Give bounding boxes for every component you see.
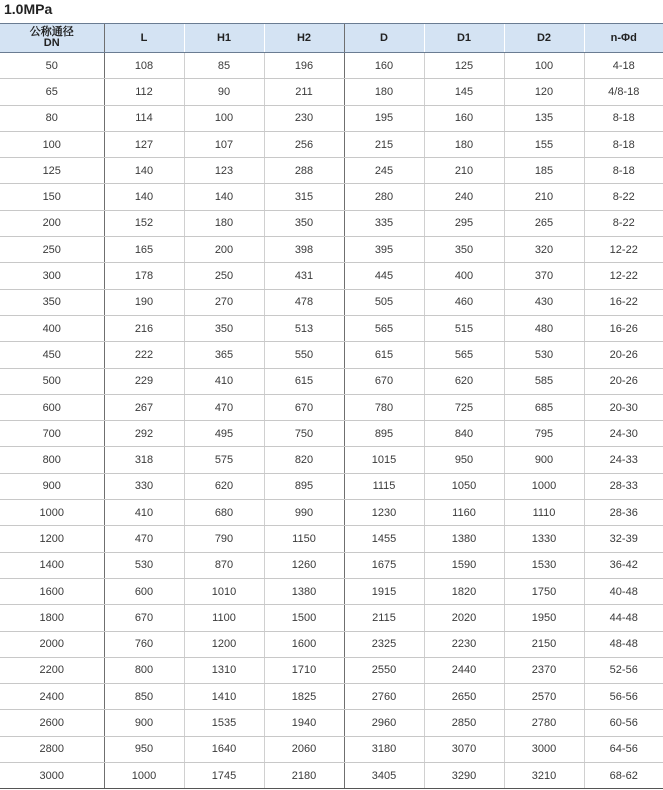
cell-dn: 2600 — [0, 710, 104, 736]
cell-h1: 1640 — [184, 736, 264, 762]
cell-l: 670 — [104, 605, 184, 631]
table-row — [0, 368, 663, 394]
table-row — [0, 210, 663, 236]
cell-bolt-holes: 4/8-18 — [584, 79, 663, 105]
cell-h1: 1100 — [184, 605, 264, 631]
pressure-rating-title: 1.0MPa — [4, 1, 53, 17]
cell-d: 335 — [344, 210, 424, 236]
table-row — [0, 158, 663, 184]
cell-bolt-holes: 56-56 — [584, 684, 663, 710]
cell-h1: 1410 — [184, 684, 264, 710]
cell-d1: 1380 — [424, 526, 504, 552]
cell-d1: 2650 — [424, 684, 504, 710]
cell-h2: 211 — [264, 79, 344, 105]
table-row — [0, 736, 663, 762]
cell-l: 410 — [104, 500, 184, 526]
table-row — [0, 53, 663, 79]
cell-d2: 1110 — [504, 500, 584, 526]
cell-dn: 2400 — [0, 684, 104, 710]
cell-d: 1230 — [344, 500, 424, 526]
cell-bolt-holes: 12-22 — [584, 237, 663, 263]
cell-bolt-holes: 52-56 — [584, 657, 663, 683]
table-row — [0, 657, 663, 683]
cell-d: 780 — [344, 394, 424, 420]
cell-l: 1000 — [104, 763, 184, 789]
cell-d: 160 — [344, 53, 424, 79]
cell-d: 505 — [344, 289, 424, 315]
cell-h2: 1150 — [264, 526, 344, 552]
cell-l: 229 — [104, 368, 184, 394]
cell-h2: 1260 — [264, 552, 344, 578]
cell-h1: 1200 — [184, 631, 264, 657]
cell-bolt-holes: 28-33 — [584, 473, 663, 499]
cell-h2: 513 — [264, 315, 344, 341]
cell-d1: 1050 — [424, 473, 504, 499]
table-body — [0, 53, 663, 789]
cell-h2: 2060 — [264, 736, 344, 762]
cell-dn: 1000 — [0, 500, 104, 526]
cell-h1: 140 — [184, 184, 264, 210]
table-row — [0, 289, 663, 315]
cell-dn: 300 — [0, 263, 104, 289]
header-h1: H1 — [184, 24, 264, 53]
cell-dn: 900 — [0, 473, 104, 499]
table-row — [0, 263, 663, 289]
cell-d1: 840 — [424, 421, 504, 447]
cell-d: 1015 — [344, 447, 424, 473]
cell-bolt-holes: 16-26 — [584, 315, 663, 341]
cell-d2: 480 — [504, 315, 584, 341]
header-dn-line2: DN — [43, 37, 60, 49]
cell-d2: 900 — [504, 447, 584, 473]
cell-bolt-holes: 24-30 — [584, 421, 663, 447]
cell-bolt-holes: 28-36 — [584, 500, 663, 526]
cell-bolt-holes: 32-39 — [584, 526, 663, 552]
cell-l: 330 — [104, 473, 184, 499]
table-row — [0, 710, 663, 736]
cell-d1: 515 — [424, 315, 504, 341]
cell-h1: 870 — [184, 552, 264, 578]
cell-dn: 1200 — [0, 526, 104, 552]
table-row — [0, 105, 663, 131]
cell-d1: 125 — [424, 53, 504, 79]
cell-dn: 150 — [0, 184, 104, 210]
cell-h1: 350 — [184, 315, 264, 341]
cell-h2: 990 — [264, 500, 344, 526]
cell-d2: 2150 — [504, 631, 584, 657]
cell-h1: 85 — [184, 53, 264, 79]
cell-d: 1455 — [344, 526, 424, 552]
cell-h2: 615 — [264, 368, 344, 394]
cell-bolt-holes: 24-33 — [584, 447, 663, 473]
cell-d2: 585 — [504, 368, 584, 394]
cell-dn: 400 — [0, 315, 104, 341]
cell-d1: 565 — [424, 342, 504, 368]
table-row — [0, 500, 663, 526]
cell-h1: 495 — [184, 421, 264, 447]
table-row — [0, 631, 663, 657]
cell-h1: 107 — [184, 131, 264, 157]
cell-d2: 135 — [504, 105, 584, 131]
cell-h2: 431 — [264, 263, 344, 289]
header-d1: D1 — [424, 24, 504, 53]
cell-h2: 2180 — [264, 763, 344, 789]
cell-d: 3405 — [344, 763, 424, 789]
cell-h2: 750 — [264, 421, 344, 447]
cell-dn: 2200 — [0, 657, 104, 683]
table-row — [0, 605, 663, 631]
cell-d1: 400 — [424, 263, 504, 289]
cell-bolt-holes: 8-22 — [584, 210, 663, 236]
cell-d2: 795 — [504, 421, 584, 447]
cell-bolt-holes: 12-22 — [584, 263, 663, 289]
cell-l: 222 — [104, 342, 184, 368]
cell-d: 1675 — [344, 552, 424, 578]
cell-d2: 530 — [504, 342, 584, 368]
cell-d: 2960 — [344, 710, 424, 736]
cell-l: 216 — [104, 315, 184, 341]
cell-d2: 2570 — [504, 684, 584, 710]
table-row — [0, 394, 663, 420]
cell-d: 215 — [344, 131, 424, 157]
cell-d1: 2020 — [424, 605, 504, 631]
cell-h2: 550 — [264, 342, 344, 368]
cell-h2: 1710 — [264, 657, 344, 683]
table-row — [0, 763, 663, 789]
table-row — [0, 421, 663, 447]
cell-h2: 230 — [264, 105, 344, 131]
cell-h2: 1500 — [264, 605, 344, 631]
cell-h2: 398 — [264, 237, 344, 263]
cell-d1: 160 — [424, 105, 504, 131]
cell-bolt-holes: 48-48 — [584, 631, 663, 657]
table-row — [0, 473, 663, 499]
cell-dn: 1600 — [0, 578, 104, 604]
cell-h2: 350 — [264, 210, 344, 236]
cell-l: 950 — [104, 736, 184, 762]
cell-d: 180 — [344, 79, 424, 105]
cell-dn: 2800 — [0, 736, 104, 762]
cell-dn: 200 — [0, 210, 104, 236]
cell-d2: 1330 — [504, 526, 584, 552]
cell-h1: 1310 — [184, 657, 264, 683]
cell-bolt-holes: 8-18 — [584, 158, 663, 184]
cell-h1: 790 — [184, 526, 264, 552]
table-row — [0, 237, 663, 263]
cell-h1: 410 — [184, 368, 264, 394]
cell-h1: 365 — [184, 342, 264, 368]
cell-dn: 450 — [0, 342, 104, 368]
cell-h1: 270 — [184, 289, 264, 315]
table-header-row — [0, 24, 663, 53]
cell-d: 2115 — [344, 605, 424, 631]
cell-dn: 800 — [0, 447, 104, 473]
table-row — [0, 684, 663, 710]
cell-dn: 2000 — [0, 631, 104, 657]
cell-l: 900 — [104, 710, 184, 736]
cell-d1: 620 — [424, 368, 504, 394]
cell-l: 850 — [104, 684, 184, 710]
cell-bolt-holes: 20-26 — [584, 368, 663, 394]
cell-l: 760 — [104, 631, 184, 657]
cell-h1: 1535 — [184, 710, 264, 736]
cell-d: 3180 — [344, 736, 424, 762]
header-h2: H2 — [264, 24, 344, 53]
cell-h2: 478 — [264, 289, 344, 315]
cell-bolt-holes: 8-18 — [584, 131, 663, 157]
table-row — [0, 552, 663, 578]
table-row — [0, 447, 663, 473]
cell-d2: 320 — [504, 237, 584, 263]
cell-h1: 180 — [184, 210, 264, 236]
table-row — [0, 578, 663, 604]
table-row — [0, 79, 663, 105]
cell-l: 178 — [104, 263, 184, 289]
cell-d: 615 — [344, 342, 424, 368]
cell-h2: 315 — [264, 184, 344, 210]
cell-dn: 500 — [0, 368, 104, 394]
cell-bolt-holes: 8-18 — [584, 105, 663, 131]
cell-d1: 950 — [424, 447, 504, 473]
cell-l: 190 — [104, 289, 184, 315]
cell-d1: 350 — [424, 237, 504, 263]
cell-dn: 50 — [0, 53, 104, 79]
cell-h1: 1745 — [184, 763, 264, 789]
header-d: D — [344, 24, 424, 53]
cell-d2: 1530 — [504, 552, 584, 578]
cell-h2: 1825 — [264, 684, 344, 710]
cell-h1: 620 — [184, 473, 264, 499]
cell-l: 108 — [104, 53, 184, 79]
cell-l: 318 — [104, 447, 184, 473]
cell-d1: 1820 — [424, 578, 504, 604]
cell-d: 1115 — [344, 473, 424, 499]
cell-d: 395 — [344, 237, 424, 263]
cell-d: 670 — [344, 368, 424, 394]
cell-h2: 1380 — [264, 578, 344, 604]
cell-l: 140 — [104, 158, 184, 184]
header-l: L — [104, 24, 184, 53]
cell-d2: 120 — [504, 79, 584, 105]
cell-d2: 370 — [504, 263, 584, 289]
cell-h2: 670 — [264, 394, 344, 420]
cell-dn: 350 — [0, 289, 104, 315]
cell-d2: 185 — [504, 158, 584, 184]
cell-d: 245 — [344, 158, 424, 184]
cell-l: 114 — [104, 105, 184, 131]
cell-dn: 1400 — [0, 552, 104, 578]
cell-h1: 250 — [184, 263, 264, 289]
cell-dn: 100 — [0, 131, 104, 157]
cell-d: 445 — [344, 263, 424, 289]
cell-dn: 80 — [0, 105, 104, 131]
cell-bolt-holes: 8-22 — [584, 184, 663, 210]
cell-h1: 100 — [184, 105, 264, 131]
cell-d: 2550 — [344, 657, 424, 683]
cell-l: 292 — [104, 421, 184, 447]
cell-d2: 3210 — [504, 763, 584, 789]
header-bolt-holes: n-Φd — [584, 24, 663, 53]
cell-h1: 123 — [184, 158, 264, 184]
cell-dn: 125 — [0, 158, 104, 184]
cell-d: 895 — [344, 421, 424, 447]
cell-d: 2760 — [344, 684, 424, 710]
cell-l: 530 — [104, 552, 184, 578]
cell-bolt-holes: 40-48 — [584, 578, 663, 604]
cell-d1: 210 — [424, 158, 504, 184]
cell-bolt-holes: 36-42 — [584, 552, 663, 578]
header-d2: D2 — [504, 24, 584, 53]
cell-l: 267 — [104, 394, 184, 420]
cell-l: 140 — [104, 184, 184, 210]
cell-l: 800 — [104, 657, 184, 683]
cell-h2: 1600 — [264, 631, 344, 657]
cell-d1: 145 — [424, 79, 504, 105]
cell-l: 600 — [104, 578, 184, 604]
cell-h1: 90 — [184, 79, 264, 105]
cell-d2: 685 — [504, 394, 584, 420]
cell-h2: 1940 — [264, 710, 344, 736]
cell-d2: 1750 — [504, 578, 584, 604]
cell-h1: 200 — [184, 237, 264, 263]
cell-h2: 895 — [264, 473, 344, 499]
cell-bolt-holes: 60-56 — [584, 710, 663, 736]
table-row — [0, 315, 663, 341]
cell-l: 470 — [104, 526, 184, 552]
cell-d2: 210 — [504, 184, 584, 210]
cell-d1: 2230 — [424, 631, 504, 657]
cell-h2: 288 — [264, 158, 344, 184]
cell-h1: 470 — [184, 394, 264, 420]
cell-d: 280 — [344, 184, 424, 210]
cell-bolt-holes: 4-18 — [584, 53, 663, 79]
cell-d1: 2850 — [424, 710, 504, 736]
cell-bolt-holes: 64-56 — [584, 736, 663, 762]
cell-d1: 1590 — [424, 552, 504, 578]
valve-dimension-table — [0, 23, 663, 789]
cell-d2: 1950 — [504, 605, 584, 631]
cell-dn: 700 — [0, 421, 104, 447]
cell-d2: 155 — [504, 131, 584, 157]
cell-d2: 2780 — [504, 710, 584, 736]
cell-dn: 600 — [0, 394, 104, 420]
cell-h2: 820 — [264, 447, 344, 473]
cell-d1: 240 — [424, 184, 504, 210]
cell-l: 152 — [104, 210, 184, 236]
cell-bolt-holes: 44-48 — [584, 605, 663, 631]
cell-d2: 1000 — [504, 473, 584, 499]
cell-d2: 2370 — [504, 657, 584, 683]
cell-h1: 575 — [184, 447, 264, 473]
cell-d1: 1160 — [424, 500, 504, 526]
cell-dn: 250 — [0, 237, 104, 263]
cell-h2: 256 — [264, 131, 344, 157]
cell-bolt-holes: 20-30 — [584, 394, 663, 420]
table-row — [0, 131, 663, 157]
cell-bolt-holes: 68-62 — [584, 763, 663, 789]
cell-d1: 2440 — [424, 657, 504, 683]
table-row — [0, 526, 663, 552]
cell-d1: 725 — [424, 394, 504, 420]
cell-bolt-holes: 16-22 — [584, 289, 663, 315]
cell-h2: 196 — [264, 53, 344, 79]
header-dn-line1: 公称通径 — [29, 26, 74, 38]
cell-d2: 3000 — [504, 736, 584, 762]
table-row — [0, 184, 663, 210]
cell-d1: 180 — [424, 131, 504, 157]
cell-d: 565 — [344, 315, 424, 341]
cell-d2: 430 — [504, 289, 584, 315]
cell-dn: 1800 — [0, 605, 104, 631]
cell-l: 112 — [104, 79, 184, 105]
cell-d: 1915 — [344, 578, 424, 604]
table-row — [0, 342, 663, 368]
cell-l: 165 — [104, 237, 184, 263]
cell-bolt-holes: 20-26 — [584, 342, 663, 368]
cell-d: 2325 — [344, 631, 424, 657]
cell-d: 195 — [344, 105, 424, 131]
cell-dn: 65 — [0, 79, 104, 105]
cell-d1: 3070 — [424, 736, 504, 762]
cell-h1: 1010 — [184, 578, 264, 604]
cell-d1: 3290 — [424, 763, 504, 789]
cell-d1: 295 — [424, 210, 504, 236]
cell-dn: 3000 — [0, 763, 104, 789]
cell-d2: 265 — [504, 210, 584, 236]
cell-l: 127 — [104, 131, 184, 157]
header-dn — [0, 24, 104, 53]
cell-h1: 680 — [184, 500, 264, 526]
cell-d2: 100 — [504, 53, 584, 79]
cell-d1: 460 — [424, 289, 504, 315]
